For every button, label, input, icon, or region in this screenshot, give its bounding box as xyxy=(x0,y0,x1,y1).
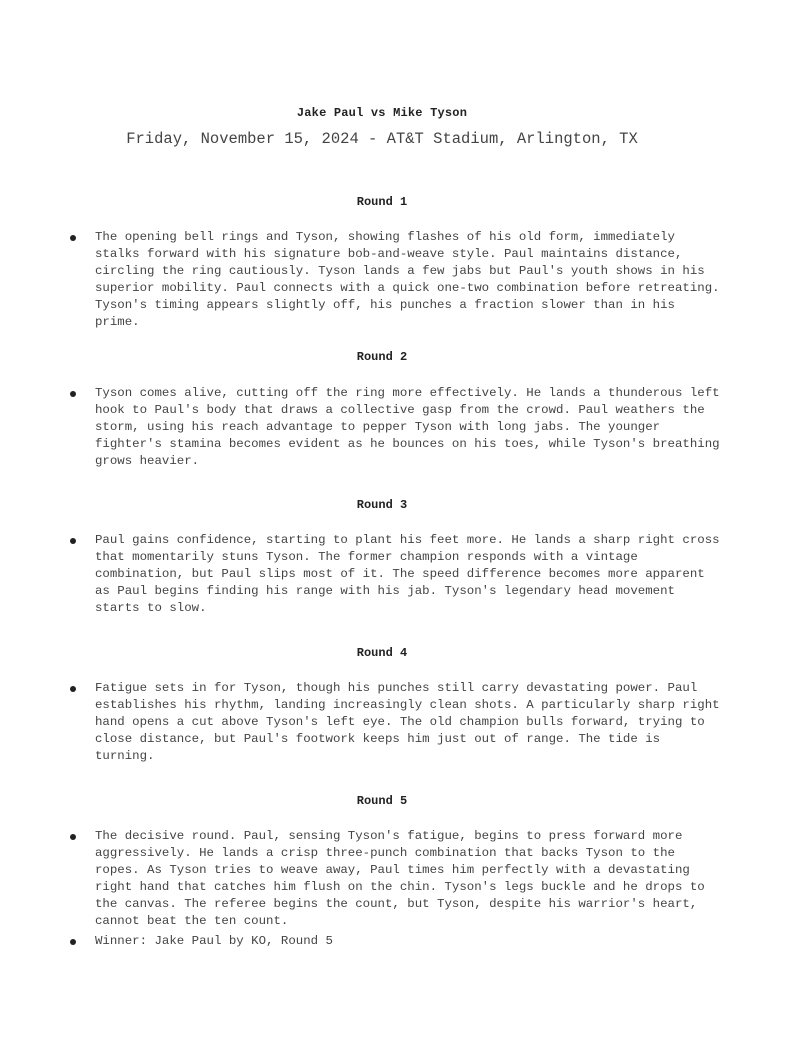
bullet-icon xyxy=(70,686,76,692)
winner-line: Winner: Jake Paul by KO, Round 5 xyxy=(95,934,333,948)
round-1-paragraph: The opening bell rings and Tyson, showing flashes of his old form, immediately stalks forward with his signature bob-and-weave style. Paul maintains distance, circling the ring cautiously. Tyson lands a few jabs but Paul's youth shows in his superior mobility. Paul connects with a quick one-two combination before retreating. Tyson's timing appears slightly off, his punches a fraction slower than in his prime. xyxy=(95,230,720,330)
round-4-heading: Round 4 xyxy=(356,646,408,660)
document-title: Jake Paul vs Mike Tyson xyxy=(296,106,468,120)
round-3-paragraph: Paul gains confidence, starting to plant his feet more. He lands a sharp right cross that momentarily stuns Tyson. The former champion responds with a vintage combination, but Paul slips most of it. The speed difference becomes more apparent as Paul begins finding his range with his jab. Tyson's legendary head movement starts to slow. xyxy=(95,533,720,616)
round-2-paragraph: Tyson comes alive, cutting off the ring more effectively. He lands a thunderous left hook to Paul's body that draws a collective gasp from the crowd. Paul weathers the storm, using his reach advantage to pepper Tyson with long jabs. The younger fighter's stamina becomes evident as he bounces on his toes, while Tyson's breathing grows heavier. xyxy=(95,386,720,469)
round-2-heading: Round 2 xyxy=(356,350,408,364)
round-5-paragraph: The decisive round. Paul, sensing Tyson's fatigue, begins to press forward more aggressively. He lands a crisp three-punch combination that backs Tyson to the ropes. As Tyson tries to weave away, Paul times him perfectly with a devastating right hand that catches him flush on the chin. Tyson's legs buckle and he drops to the canvas. The referee begins the count, but Tyson, despite his warrior's heart, cannot beat the ten count. xyxy=(95,829,705,929)
round-1-heading: Round 1 xyxy=(356,195,408,209)
bullet-icon xyxy=(70,939,76,945)
bullet-icon xyxy=(70,235,76,241)
bullet-icon xyxy=(70,538,76,544)
round-4-paragraph: Fatigue sets in for Tyson, though his punches still carry devastating power. Paul establishes his rhythm, landing increasingly clean shots. A particularly sharp right hand opens a cut above Tyson's left eye. The old champion bulls forward, trying to close distance, but Paul's footwork keeps him just out of range. The tide is turning. xyxy=(95,681,720,764)
round-3-heading: Round 3 xyxy=(356,498,408,512)
bullet-icon xyxy=(70,834,76,840)
round-5-heading: Round 5 xyxy=(356,794,408,808)
document-subtitle: Friday, November 15, 2024 - AT&T Stadium, Arlington, TX xyxy=(126,130,638,148)
bullet-icon xyxy=(70,391,76,397)
